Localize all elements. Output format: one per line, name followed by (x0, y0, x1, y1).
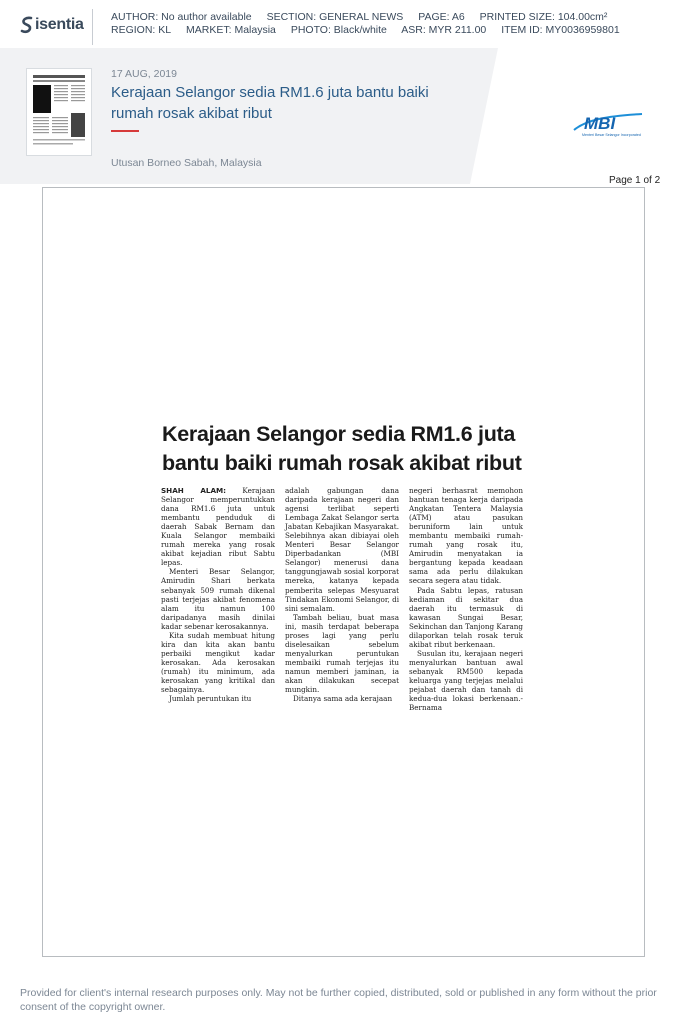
newspaper-clipping (160, 420, 526, 720)
logo-text: isentia (35, 16, 84, 33)
clipping-headline: Kerajaan Selangor sedia RM1.6 juta bantu baiki rumah rosak akibat ribut (162, 422, 522, 475)
dateline: SHAH ALAM: (161, 486, 227, 495)
metadata-row-2 (111, 24, 632, 37)
paragraph: Ditanya sama ada kerajaan (293, 694, 393, 704)
meta-market: MARKET: Malaysia (186, 24, 276, 36)
paragraph: adalah gabungan dana daripada kerajaan negeri dan agensi terlibat seperti Lembaga Zakat Selangor serta Jabatan Kebajikan Masyarakat. Selebihnya akan dibiayai oleh Menteri Besar Selangor Diperbadankan (MBI Selangor) menerusi dana tanggungjawab sosial korporat mereka, katanya kepada pemberita selepas Mesyuarat Tindakan Ekonomi Selangor, di sini semalam. (285, 486, 399, 613)
metadata-row-1 (111, 11, 632, 24)
paragraph-text: Kerajaan Selangor memperuntukkan dana RM1.6 juta untuk membantu penduduk di daerah Sabak Bernam dan Kuala Selangor membaiki rumah mereka yang rosak akibat kejadian ribut Sabtu lepas. (161, 486, 275, 568)
paragraph: Pada Sabtu lepas, ratusan kediaman di sekitar dua daerah itu termasuk di kawasan Sungai Besar, Sekinchan dan Tanjong Karang dilaporkan telah rosak teruk akibat ribut berkenaan. (409, 585, 523, 649)
meta-page: PAGE: A6 (418, 11, 465, 23)
meta-region: REGION: KL (111, 24, 172, 36)
article-title[interactable]: Kerajaan Selangor sedia RM1.6 juta bantu baiki rumah rosak akibat ribut (111, 84, 429, 122)
page-indicator: Page 1 of 2 (609, 175, 661, 186)
paragraph (161, 486, 275, 567)
mbi-tagline: Menteri Besar Selangor Incorporated (582, 133, 641, 137)
mbi-logo-text: MBI (584, 114, 616, 133)
paragraph: Susulan itu, kerajaan negeri menyalurkan bantuan awal sebanyak RM500 kepada keluarga yang terjejas melalui pejabat daerah dan tanah di kedua-dua lokasi berkenaan.-Bernama (409, 648, 523, 713)
clipping-column-2 (285, 486, 399, 703)
meta-author: AUTHOR: No author available (111, 11, 252, 23)
clipping-column-1 (161, 486, 275, 703)
copyright-disclaimer: Provided for client's internal research purposes only. May not be further copied, distributed, sold or published in any form without the prior consent of the copyright owner. (20, 987, 657, 1013)
paragraph: Jumlah peruntukan itu (169, 694, 252, 704)
isentia-logo (20, 13, 84, 37)
meta-asr: ASR: MYR 211.00 (401, 24, 487, 36)
article-date: 17 AUG, 2019 (111, 68, 177, 80)
article-source: Utusan Borneo Sabah, Malaysia (111, 157, 262, 169)
thumbnail-page-preview (31, 73, 87, 151)
meta-item-id: ITEM ID: MY0036959801 (501, 24, 620, 36)
meta-section: SECTION: GENERAL NEWS (266, 11, 404, 23)
meta-printed-size: PRINTED SIZE: 104.00cm² (479, 11, 608, 23)
meta-photo: PHOTO: Black/white (290, 24, 387, 36)
mbi-logo (572, 108, 644, 140)
title-accent-bar (111, 130, 139, 132)
paragraph: negeri berhasrat memohon bantuan tenaga kerja daripada Angkatan Tentera Malaysia (ATM) atau pasukan beruniform lain untuk membantu membaiki rumah-rumah yang rosak itu, Amirudin menyatakan ia bergantung kepada keadaan sama ada perlu dilakukan secara segera atau tidak. (409, 486, 523, 586)
header-divider (92, 9, 93, 45)
clipping-column-3 (409, 486, 523, 712)
article-metadata (111, 11, 632, 37)
paragraph: Menteri Besar Selangor, Amirudin Shari berkata sebanyak 509 rumah dikenal pasti terjejas akibat fenomena alam itu namun 100 daripadanya masih dinilai kadar sebenar kerosakannya. (161, 567, 275, 631)
isentia-mark-icon (20, 16, 34, 34)
clipping-thumbnail[interactable] (26, 68, 92, 156)
paragraph: Kita sudah membuat hitung kira dan kita akan bantu perbaiki mengikut kadar kerosakan. Ada kerosakan (rumah) itu minimum, ada kerosakan yang kritikal dan sebagainya. (161, 630, 275, 695)
paragraph: Tambah beliau, buat masa ini, masih terdapat beberapa proses lagi yang perlu diselesaikan sebelum menyalurkan peruntukan membaiki rumah terjejas itu namun memberi jaminan, ia akan dilakukan secepat mungkin. (285, 612, 399, 695)
